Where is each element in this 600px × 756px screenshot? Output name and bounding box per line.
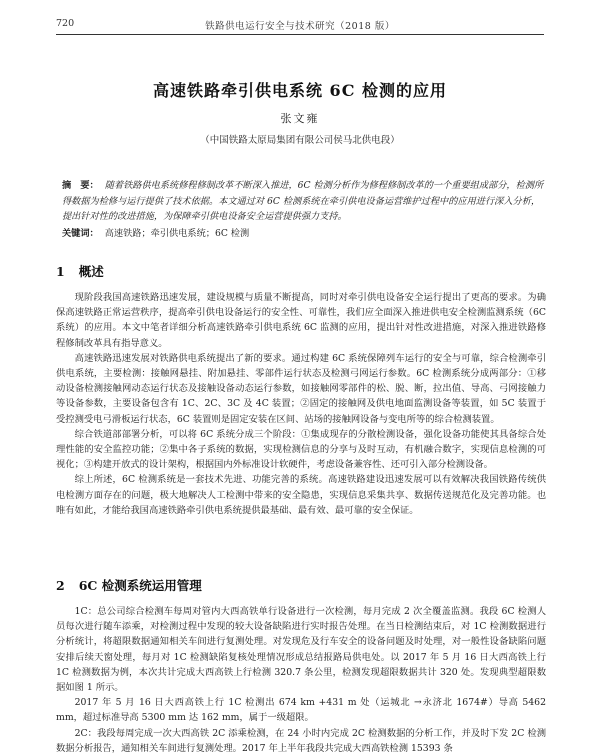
- running-title: 铁路供电运行安全与技术研究（2018 版）: [205, 21, 395, 32]
- section-number: 2: [56, 578, 65, 593]
- keywords-text: 高速铁路；牵引供电系统；6C 检测: [104, 227, 250, 239]
- section-heading-2: [56, 576, 202, 594]
- keywords-line: [62, 226, 544, 242]
- body-paragraph: 综合铁道部部署分析，可以将 6C 系统分成三个阶段：①集成现存的分散检测设备，强化设备功能使其具备综合处理性能的安全监控功能；②集中各子系统的数据，实现检测信息的分享与及时互动，有机融合数字，实现信息检测的可视化；③构建开放式的设计架构，根据国内外标准设计软硬件，考虑设备兼容性、还可引入部分检测设备。: [56, 428, 546, 471]
- section-number: 1: [56, 264, 65, 279]
- author-affiliation: （中国铁路太原局集团有限公司侯马北供电段）: [200, 135, 400, 146]
- body-paragraph: 2017 年 5 月 16 日大西高铁上行 1C 检测出 674 km +431 m 处（运城北 →永济北 1674#）导高 5462 mm，超过标准导高 5300 mm 达 162 mm，属于一级超限。: [56, 697, 546, 724]
- abstract-block: [62, 178, 544, 241]
- abstract-text: 随着铁路供电系统修程修制改革不断深入推进，6C 检测分析作为修程修制改革的一个重要组成部分，检测所得数据为检修与运行提供了技术依据。本文通过对 6C 检测系统在牵引供电设备运营维护过程中的应用进行深入分析，提出针对性的改进措施，为保障牵引供电设备安全运营提供强力支持。: [62, 180, 544, 222]
- keywords-label: 关键词：: [62, 227, 99, 239]
- body-paragraph: 综上所述，6C 检测系统是一套技术先进、功能完善的系统。高速铁路建设迅速发展可以有效解决我国铁路传统供电检测方面存在的问题，极大地解决人工检测中带来的安全隐患，实现信息采集共享、数据传送规范化及完善功能。也唯有如此，才能给我国高速铁路牵引供电系统提供最基础、最有效、最可靠的安全保证。: [56, 474, 546, 516]
- body-paragraph: 1C：总公司综合检测车每周对管内大西高铁单行设备进行一次检测，每月完成 2 次全覆盖监测。我段 6C 检测人员每次进行随车添乘，对检测过程中发现的较大设备缺陷进行实时报告处理。在当日检测结束后，对 1C 检测数据进行分析统计，将超限数据通知相关车间进行复测处理。对发现危及行车安全的设备问题及时处理，对一般性设备缺陷问题安排后续天窗处理，每月对 1C 检测缺陷复核处理情况形成总结报路局供电处。以 2017 年 5 月 16 日大西高铁上行 1C 检测数据为例，本次共计完成大西高铁上行检测 320.7 条公里，检测发现超限数据共计 320 处。发现典型超限数据如图 1 所示。: [56, 606, 546, 694]
- author-name: 张文雍: [280, 112, 320, 125]
- running-header: [56, 18, 544, 32]
- body-paragraph: 高速铁路迅速发展对铁路供电系统提出了新的要求。通过构建 6C 系统保障列车运行的安全与可靠，综合检测牵引供电系统，主要检测：接触网悬挂、附加悬挂、零部件运行状态及检测弓网运行参数。6C 检测系统分成两部分：①移动设备检测接触网动态运行状态及接触设备动态运行参数，如接触网零部件的松、脱、断，拉出值、导高、弓网接触力等设备参数，主要设备包含有 1C、2C、3C 及 4C 装置；②固定的接触网及供电地面监测设备等装置，如 5C 装置于受控测受电弓滑板运行状态，6C 装置则是固定安装在区间、站场的接触网设备与变电所等的综合检测装置。: [56, 352, 546, 425]
- header-divider: [56, 34, 544, 35]
- section-title: 概述: [78, 264, 104, 279]
- article-title: 高速铁路牵引供电系统 6C 检测的应用: [152, 81, 447, 100]
- section-heading-1: [56, 262, 104, 280]
- abstract-paragraph: [62, 178, 544, 225]
- section-2-body: [56, 604, 546, 756]
- body-paragraph: 2C：我段每周完成一次大西高铁 2C 添乘检测，在 24 小时内完成 2C 检测数据的分析工作，并及时下发 2C 检测数据分析报告，通知相关车间进行复测处理。2017 年上半年我段共完成大西高铁检测 15393 条: [56, 727, 546, 754]
- section-1-body: [56, 290, 546, 518]
- section-title: 6C 检测系统运用管理: [78, 578, 202, 593]
- body-paragraph: 现阶段我国高速铁路迅速发展，建设规模与质量不断提高，同时对牵引供电设备安全运行提出了更高的要求。为确保高速铁路正常运营秩序，提高牵引供电设备运行的安全性、可靠性，我们应全面深入推进供电安全检测监测系统（6C 系统）的应用。本文中笔者详细分析高速铁路牵引供电系统 6C 监测的应用，提出针对性改进措施，对深入推进铁路修程修制改革具有指导意义。: [56, 292, 546, 349]
- page-number: 720: [56, 18, 75, 29]
- abstract-label: 摘 要：: [62, 180, 99, 191]
